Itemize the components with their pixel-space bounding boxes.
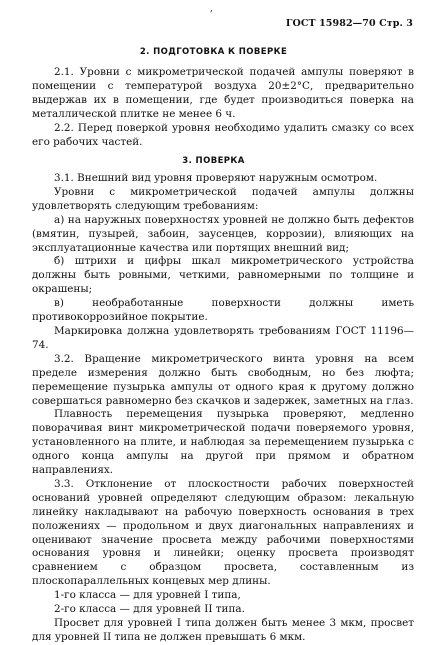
paragraph-3-1: 3.1. Внешний вид уровня проверяют наружным осмотром. [54, 172, 378, 184]
scan-mark: , [210, 4, 213, 14]
page-header: ГОСТ 15982—70 Стр. 3 [285, 18, 413, 29]
paragraph-3-2: 3.2. Вращение микрометрического винта уровня на всем пределе измерения должно быть свободным, но без люфта; перемещение пузырька ампулы от одного края к другому должно совершаться равномерно без скачков и задержек, заметных на глаз. [32, 352, 414, 407]
paragraph-2-1: 2.1. Уровни с микрометрической подачей ампулы поверяют в помещении с температурой воздуха 20±2°С, предварительно выдержав их в помещении, где будет производиться поверка на металлической плитке не менее 6 ч. [32, 66, 414, 120]
requirement-a: а) на наружных поверхностях уровней не должно быть дефектов (вмятин, пузырей, забоин, заусенцев, коррозии), влияющих на эксплуатационные качества или портящих внешний вид; [32, 213, 414, 254]
requirement-c: в) необработанные поверхности должны иметь противокоррозийное покрытие. [32, 297, 414, 324]
class-2-line: 2-го класса — для уровней II типа. [54, 603, 245, 616]
section-3-body [32, 172, 414, 645]
smoothness-paragraph: Плавность перемещения пузырька проверяют, медленно поворачивая винт микрометрической подачи поверяемого уровня, установленного на плите, и наблюдая за перемещением пузырька с одного конца ампулы на другой при прямом и обратном направлениях. [32, 408, 414, 477]
section-2-body [32, 66, 414, 149]
section-2-title: 2. ПОДГОТОВКА К ПОВЕРКЕ [139, 47, 288, 57]
marking-paragraph: Маркировка должна удовлетворять требованиям ГОСТ 11196—74. [32, 324, 414, 351]
paragraph-2-2: 2.2. Перед поверкой уровня необходимо удалить смазку со всех его рабочих частей. [32, 121, 414, 148]
requirements-intro: Уровни с микрометрической подачей ампулы должны удовлетворять следующим требованиям: [32, 185, 414, 212]
paragraph-3-3: 3.3. Отклонение от плоскостности рабочих поверхностей оснований уровней определяют следующим образом: лекальную линейку накладывают на рабочую поверхность основания в трех положениях — продольном и двух диагональных направлениях и оценивают значение просвета между рабочими поверхностями основания уровня и линейки; оценку просвета производят сравнением с образцом просвета, составленным из плоскопараллельных концевых мер длины. [32, 477, 414, 588]
requirement-b: б) штрихи и цифры шкал микрометрического устройства должны быть ровными, четкими, равномерными по толщине и окрашены; [32, 255, 414, 296]
gap-paragraph: Просвет для уровней I типа должен быть менее 3 мкм, просвет для уровней II типа не должен превышать 6 мкм. [32, 617, 414, 643]
section-3-title: 3. ПОВЕРКА [182, 156, 245, 166]
class-1-line: 1-го класса — для уровней I типа, [54, 589, 241, 602]
